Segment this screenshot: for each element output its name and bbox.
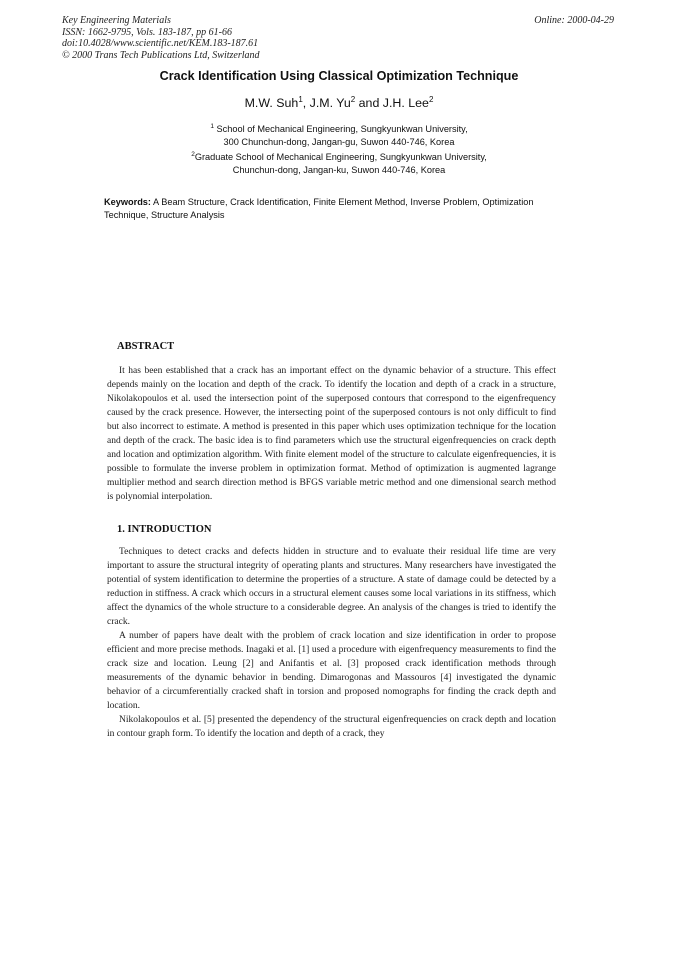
- author-name: J.H. Lee: [382, 96, 429, 110]
- affiliation-mark: 2: [191, 150, 195, 158]
- paper-title: Crack Identification Using Classical Optimization Technique: [159, 69, 519, 83]
- affiliation-line: 300 Chunchun-dong, Jangan-gu, Suwon 440-746, Korea: [223, 136, 455, 147]
- affiliation-mark: 1: [210, 122, 214, 130]
- abstract-heading: ABSTRACT: [117, 341, 175, 352]
- abstract-body: [107, 364, 556, 504]
- author-separator: and: [355, 96, 383, 110]
- author-separator: ,: [302, 96, 310, 110]
- journal-issn: ISSN: 1662-9795, Vols. 183-187, pp 61-66: [62, 26, 232, 38]
- online-date: Online: 2000-04-29: [534, 15, 614, 26]
- journal-copyright: © 2000 Trans Tech Publications Ltd, Switzerland: [62, 49, 260, 61]
- author-list: [0, 96, 678, 110]
- abstract-paragraph: It has been established that a crack has an important effect on the dynamic behavior of a structure. This effect depends mainly on the location and depth of the crack. To identify the location and depth of a crack in a structure, Nikolakopoulos et al. used the intersection point of the superposed contours that correspond to the eigenfrequency caused by the crack presence. However, the intersecting point of the superposed contours is not only difficult to find but also incorrect to estimate. A method is presented in this paper which uses optimization technique for the location and depth of the crack. The basic idea is to find parameters which use the structural eigenfrequencies on crack depth and location and optimization algorithm. With finite element model of the structure to calculate eigenfrequencies, it is possible to formulate the inverse problem in optimization format. Method of optimization is augmented lagrange multiplier method and search direction method is BFGS variable metric method and one dimensional search method is polynomial interpolation.: [107, 366, 556, 502]
- keywords: [104, 196, 544, 221]
- introduction-paragraph: Techniques to detect cracks and defects hidden in structure and to evaluate their residual life time are very important to assure the structural integrity of operating plants and structures. Many researchers have investigated the potential of system identification to determine the properties of a structure. A state of damage could be detected by a reduction in stiffness. A crack which occurs in a structural element causes some local variations in its stiffness, which affect the dynamics of the whole structure to a considerable degree. An analysis of the changes is tried to identify the crack.: [107, 547, 556, 627]
- affiliation: [0, 151, 678, 176]
- author-name: M.W. Suh: [244, 96, 299, 110]
- affiliation-line: Chunchun-dong, Jangan-ku, Suwon 440-746, Korea: [232, 164, 446, 175]
- affiliation-line: Graduate School of Mechanical Engineering, Sungkyunkwan University,: [194, 152, 487, 162]
- author-affiliation-mark: 2: [428, 94, 434, 104]
- introduction-paragraph: Nikolakopoulos et al. [5] presented the dependency of the structural eigenfrequencies on crack depth and location in contour graph form. To identify the location and depth of a crack, they: [107, 715, 556, 739]
- author-name: J.M. Yu: [309, 96, 351, 110]
- journal-name: Key Engineering Materials: [62, 15, 171, 26]
- introduction-paragraph: A number of papers have dealt with the problem of crack location and size identification in order to propose efficient and more precise methods. Inagaki et al. [1] used a procedure with eigenfrequency measurements to find the crack size and location. Leung [2] and Anifantis et al. [3] proposed crack identification methods through measurements of the dynamic behavior in bending. Dimarogonas and Massouros [4] investigated the dynamic behavior of a circumferentially cracked shaft in torsion and proposed nomographs for finding the crack depth and location.: [107, 631, 556, 711]
- journal-citation: [62, 15, 260, 61]
- keywords-label: Keywords:: [104, 197, 151, 207]
- affiliation: [0, 123, 678, 148]
- introduction-heading: 1. INTRODUCTION: [117, 524, 212, 535]
- author-affiliation-mark: 2: [350, 94, 356, 104]
- journal-doi: doi:10.4028/www.scientific.net/KEM.183-187.61: [62, 38, 259, 49]
- affiliation-line: School of Mechanical Engineering, Sungkyunkwan University,: [216, 124, 468, 134]
- keywords-text: A Beam Structure, Crack Identification, Finite Element Method, Inverse Problem, Optimization Technique, Structure Analysis: [104, 197, 534, 220]
- author-affiliation-mark: 1: [298, 94, 303, 104]
- introduction-body: [107, 545, 556, 741]
